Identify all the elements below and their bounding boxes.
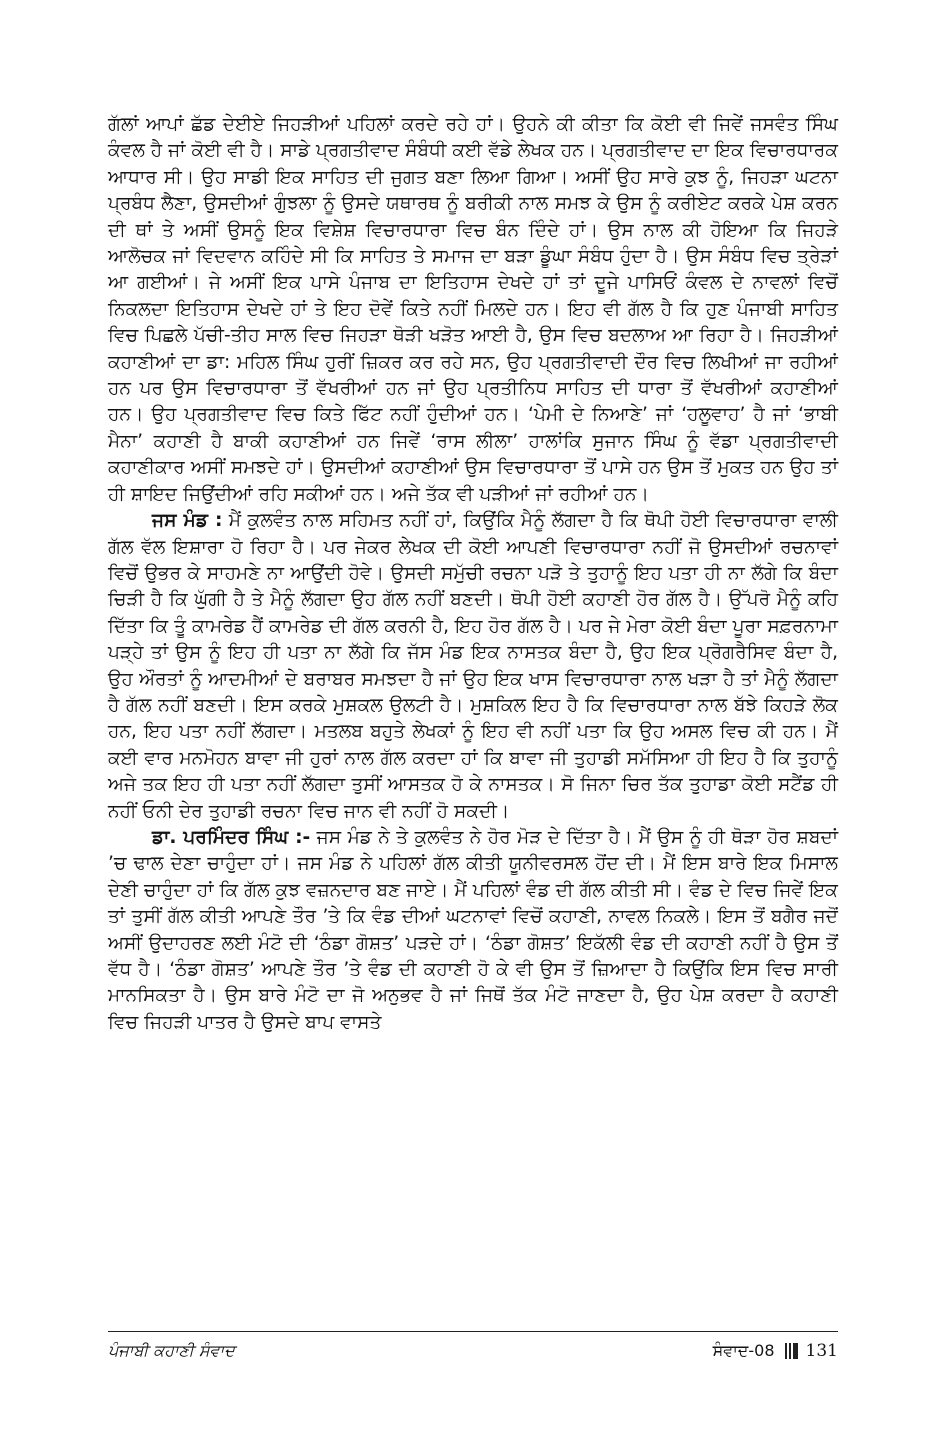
speaker-name: ਜਸ ਮੰਡ : <box>152 510 223 532</box>
issue-label: ਸੰਵਾਦ-08 <box>712 1341 775 1360</box>
book-title: ਪੰਜਾਬੀ ਕਹਾਣੀ ਸੰਵਾਦ <box>108 1341 235 1360</box>
footer-page-info <box>713 1338 838 1364</box>
page-number: 131 <box>805 1341 838 1361</box>
paragraph-3-text: ਜਸ ਮੰਡ ਨੇ ਤੇ ਕੁਲਵੰਤ ਨੇ ਹੋਰ ਮੋੜ ਦੇ ਦਿੱਤਾ ਹੈ। ਮੈਂ ਉਸ ਨੂੰ ਹੀ ਥੋੜਾ ਹੋਰ ਸ਼ਬਦਾਂ ’ਚ ਢਾਲ ਦੇਣਾ ਚਾਹੁੰਦਾ ਹਾਂ। ਜਸ ਮੰਡ ਨੇ ਪਹਿਲਾਂ ਗੱਲ ਕੀਤੀ ਯੂਨੀਵਰਸਲ ਹੋਂਦ ਦੀ। ਮੈਂ ਇਸ ਬਾਰੇ ਇਕ ਮਿਸਾਲ ਦੇਣੀ ਚਾਹੁੰਦਾ ਹਾਂ ਕਿ ਗੱਲ ਕੁਝ ਵਜ਼ਨਦਾਰ ਬਣ ਜਾਏ। ਮੈਂ ਪਹਿਲਾਂ ਵੰਡ ਦੀ ਗੱਲ ਕੀਤੀ ਸੀ। ਵੰਡ ਦੇ ਵਿਚ ਜਿਵੇਂ ਇਕ ਤਾਂ ਤੁਸੀਂ ਗੱਲ ਕੀਤੀ ਆਪਣੇ ਤੌਰ ’ਤੇ ਕਿ ਵੰਡ ਦੀਆਂ ਘਟਨਾਵਾਂ ਵਿਚੋਂ ਕਹਾਣੀ, ਨਾਵਲ ਨਿਕਲੇ। ਇਸ ਤੋਂ ਬਗੈਰ ਜਦੋਂ ਅਸੀਂ ਉਦਾਹਰਣ ਲਈ ਮੰਟੋ ਦੀ ‘ਠੰਡਾ ਗੋਸ਼ਤ’ ਪੜਦੇ ਹਾਂ। ‘ਠੰਡਾ ਗੋਸ਼ਤ’ ਇਕੱਲੀ ਵੰਡ ਦੀ ਕਹਾਣੀ ਨਹੀਂ ਹੈ ਉਸ ਤੋਂ ਵੱਧ ਹੈ। ‘ਠੰਡਾ ਗੋਸ਼ਤ’ ਆਪਣੇ ਤੌਰ ’ਤੇ ਵੰਡ ਦੀ ਕਹਾਣੀ ਹੋ ਕੇ ਵੀ ਉਸ ਤੋਂ ਜ਼ਿਆਦਾ ਹੈ ਕਿਉਂਕਿ ਇਸ ਵਿਚ ਸਾਰੀ ਮਾਨਸਿਕਤਾ ਹੈ। ਉਸ ਬਾਰੇ ਮੰਟੋ ਦਾ ਜੋ ਅਨੁਭਵ ਹੈ ਜਾਂ ਜਿਥੋਂ ਤੱਕ ਮੰਟੋ ਜਾਣਦਾ ਹੈ, ਉਹ ਪੇਸ਼ ਕਰਦਾ ਹੈ ਕਹਾਣੀ ਵਿਚ ਜਿਹੜੀ ਪਾਤਰ ਹੈ ਉਸਦੇ ਬਾਪ ਵਾਸਤੇ <box>108 826 839 1033</box>
paragraph-3 <box>108 825 838 1036</box>
speaker-name: ਡਾ. ਪਰਮਿੰਦਰ ਸਿੰਘ :- <box>152 826 311 848</box>
paragraph-1: ਗੱਲਾਂ ਆਪਾਂ ਛੱਡ ਦੇਈਏ ਜਿਹੜੀਆਂ ਪਹਿਲਾਂ ਕਰਦੇ ਰਹੇ ਹਾਂ। ਉਹਨੇ ਕੀ ਕੀਤਾ ਕਿ ਕੋਈ ਵੀ ਜਿਵੇਂ ਜਸਵੰਤ ਸਿੰਘ ਕੰਵਲ ਹੈ ਜਾਂ ਕੋਈ ਵੀ ਹੈ। ਸਾਡੇ ਪ੍ਰਗਤੀਵਾਦ ਸੰਬੰਧੀ ਕਈ ਵੱਡੇ ਲੇਖਕ ਹਨ। ਪ੍ਰਗਤੀਵਾਦ ਦਾ ਇਕ ਵਿਚਾਰਧਾਰਕ ਆਧਾਰ ਸੀ। ਉਹ ਸਾਡੀ ਇਕ ਸਾਹਿਤ ਦੀ ਜੁਗਤ ਬਣਾ ਲਿਆ ਗਿਆ। ਅਸੀਂ ਉਹ ਸਾਰੇ ਕੁਝ ਨੂੰ, ਜਿਹੜਾ ਘਟਨਾ ਪ੍ਰਬੰਧ ਲੈਣਾ, ਉਸਦੀਆਂ ਗੁੰਝਲਾ ਨੂੰ ਉਸਦੇ ਯਥਾਰਥ ਨੂੰ ਬਰੀਕੀ ਨਾਲ ਸਮਝ ਕੇ ਉਸ ਨੂੰ ਕਰੀਏਟ ਕਰਕੇ ਪੇਸ਼ ਕਰਨ ਦੀ ਥਾਂ ਤੇ ਅਸੀਂ ਉਸਨੂੰ ਇਕ ਵਿਸ਼ੇਸ਼ ਵਿਚਾਰਧਾਰਾ ਵਿਚ ਬੰਨ ਦਿੰਦੇ ਹਾਂ। ਉਸ ਨਾਲ ਕੀ ਹੋਇਆ ਕਿ ਜਿਹੜੇ ਆਲੋਚਕ ਜਾਂ ਵਿਦਵਾਨ ਕਹਿੰਦੇ ਸੀ ਕਿ ਸਾਹਿਤ ਤੇ ਸਮਾਜ ਦਾ ਬੜਾ ਡੂੰਘਾ ਸੰਬੰਧ ਹੁੰਦਾ ਹੈ। ਉਸ ਸੰਬੰਧ ਵਿਚ ਤ੍ਰੇੜਾਂ ਆ ਗਈਆਂ। ਜੇ ਅਸੀਂ ਇਕ ਪਾਸੇ ਪੰਜਾਬ ਦਾ ਇਤਿਹਾਸ ਦੇਖਦੇ ਹਾਂ ਤਾਂ ਦੂਜੇ ਪਾਸਿਓਂ ਕੰਵਲ ਦੇ ਨਾਵਲਾਂ ਵਿਚੋਂ ਨਿਕਲਦਾ ਇਤਿਹਾਸ ਦੇਖਦੇ ਹਾਂ ਤੇ ਇਹ ਦੋਵੇਂ ਕਿਤੇ ਨਹੀਂ ਮਿਲਦੇ ਹਨ। ਇਹ ਵੀ ਗੱਲ ਹੈ ਕਿ ਹੁਣ ਪੰਜਾਬੀ ਸਾਹਿਤ ਵਿਚ ਪਿਛਲੇ ਪੱਚੀ-ਤੀਹ ਸਾਲ ਵਿਚ ਜਿਹੜਾ ਥੋੜੀ ਖੜੋਤ ਆਈ ਹੈ, ਉਸ ਵਿਚ ਬਦਲਾਅ ਆ ਰਿਹਾ ਹੈ। ਜਿਹੜੀਆਂ ਕਹਾਣੀਆਂ ਦਾ ਡਾ: ਮਹਿਲ ਸਿੰਘ ਹੁਰੀਂ ਜ਼ਿਕਰ ਕਰ ਰਹੇ ਸਨ, ਉਹ ਪ੍ਰਗਤੀਵਾਦੀ ਦੌਰ ਵਿਚ ਲਿਖੀਆਂ ਜਾ ਰਹੀਆਂ ਹਨ ਪਰ ਉਸ ਵਿਚਾਰਧਾਰਾ ਤੋਂ ਵੱਖਰੀਆਂ ਹਨ ਜਾਂ ਉਹ ਪ੍ਰਤੀਨਿਧ ਸਾਹਿਤ ਦੀ ਧਾਰਾ ਤੋਂ ਵੱਖਰੀਆਂ ਕਹਾਣੀਆਂ ਹਨ। ਉਹ ਪ੍ਰਗਤੀਵਾਦ ਵਿਚ ਕਿਤੇ ਫਿੱਟ ਨਹੀਂ ਹੁੰਦੀਆਂ ਹਨ। ‘ਪੇਮੀ ਦੇ ਨਿਆਣੇ’ ਜਾਂ ‘ਹਲੂਵਾਹ’ ਹੈ ਜਾਂ ‘ਭਾਬੀ ਮੈਨਾ’ ਕਹਾਣੀ ਹੈ ਬਾਕੀ ਕਹਾਣੀਆਂ ਹਨ ਜਿਵੇਂ ‘ਰਾਸ ਲੀਲਾ’ ਹਾਲਾਂਕਿ ਸੁਜਾਨ ਸਿੰਘ ਨੂੰ ਵੱਡਾ ਪ੍ਰਗਤੀਵਾਦੀ ਕਹਾਣੀਕਾਰ ਅਸੀਂ ਸਮਝਦੇ ਹਾਂ। ਉਸਦੀਆਂ ਕਹਾਣੀਆਂ ਉਸ ਵਿਚਾਰਧਾਰਾ ਤੋਂ ਪਾਸੇ ਹਨ ਉਸ ਤੋਂ ਮੁਕਤ ਹਨ ਉਹ ਤਾਂ ਹੀ ਸ਼ਾਇਦ ਜਿਉਂਦੀਆਂ ਰਹਿ ਸਕੀਆਂ ਹਨ। ਅਜੇ ਤੱਕ ਵੀ ਪੜੀਆਂ ਜਾਂ ਰਹੀਆਂ ਹਨ। <box>108 114 838 505</box>
paragraph-2-text: ਮੈਂ ਕੁਲਵੰਤ ਨਾਲ ਸਹਿਮਤ ਨਹੀਂ ਹਾਂ, ਕਿਉਂਕਿ ਮੈਨੂੰ ਲੱਗਦਾ ਹੈ ਕਿ ਥੋਪੀ ਹੋਈ ਵਿਚਾਰਧਾਰਾ ਵਾਲੀ ਗੱਲ ਵੱਲ ਇਸ਼ਾਰਾ ਹੋ ਰਿਹਾ ਹੈ। ਪਰ ਜੇਕਰ ਲੇਖਕ ਦੀ ਕੋਈ ਆਪਣੀ ਵਿਚਾਰਧਾਰਾ ਨਹੀਂ ਜੋ ਉਸਦੀਆਂ ਰਚਨਾਵਾਂ ਵਿਚੋਂ ਉਭਰ ਕੇ ਸਾਹਮਣੇ ਨਾ ਆਉਂਦੀ ਹੋਵੇ। ਉਸਦੀ ਸਮੁੱਚੀ ਰਚਨਾ ਪੜੋ ਤੇ ਤੁਹਾਨੂੰ ਇਹ ਪਤਾ ਹੀ ਨਾ ਲੱਗੇ ਕਿ ਬੰਦਾ ਚਿੜੀ ਹੈ ਕਿ ਘੁੱਗੀ ਹੈ ਤੇ ਮੈਨੂੰ ਲੱਗਦਾ ਉਹ ਗੱਲ ਨਹੀਂ ਬਣਦੀ। ਥੋਪੀ ਹੋਈ ਕਹਾਣੀ ਹੋਰ ਗੱਲ ਹੈ। ਉੱਪਰੋ ਮੈਨੂੰ ਕਹਿ ਦਿੱਤਾ ਕਿ ਤੂੰ ਕਾਮਰੇਡ ਹੈਂ ਕਾਮਰੇਡ ਦੀ ਗੱਲ ਕਰਨੀ ਹੈ, ਇਹ ਹੋਰ ਗੱਲ ਹੈ। ਪਰ ਜੇ ਮੇਰਾ ਕੋਈ ਬੰਦਾ ਪੂਰਾ ਸਫ਼ਰਨਾਮਾ ਪੜ੍ਹੇ ਤਾਂ ਉਸ ਨੂੰ ਇਹ ਹੀ ਪਤਾ ਨਾ ਲੱਗੇ ਕਿ ਜੱਸ ਮੰਡ ਇਕ ਨਾਸਤਕ ਬੰਦਾ ਹੈ, ਉਹ ਇਕ ਪ੍ਰੋਗਰੈਸਿਵ ਬੰਦਾ ਹੈ, ਉਹ ਔਰਤਾਂ ਨੂੰ ਆਦਮੀਆਂ ਦੇ ਬਰਾਬਰ ਸਮਝਦਾ ਹੈ ਜਾਂ ਉਹ ਇਕ ਖਾਸ ਵਿਚਾਰਧਾਰਾ ਨਾਲ ਖੜਾ ਹੈ ਤਾਂ ਮੈਨੂੰ ਲੱਗਦਾ ਹੈ ਗੱਲ ਨਹੀਂ ਬਣਦੀ। ਇਸ ਕਰਕੇ ਮੁਸ਼ਕਲ ਉਲਟੀ ਹੈ। ਮੁਸ਼ਕਿਲ ਇਹ ਹੈ ਕਿ ਵਿਚਾਰਧਾਰਾ ਨਾਲ ਬੱਝੇ ਕਿਹੜੇ ਲੋਕ ਹਨ, ਇਹ ਪਤਾ ਨਹੀਂ ਲੱਗਦਾ। ਮਤਲਬ ਬਹੁਤੇ ਲੇਖਕਾਂ ਨੂੰ ਇਹ ਵੀ ਨਹੀਂ ਪਤਾ ਕਿ ਉਹ ਅਸਲ ਵਿਚ ਕੀ ਹਨ। ਮੈਂ ਕਈ ਵਾਰ ਮਨਮੋਹਨ ਬਾਵਾ ਜੀ ਹੁਰਾਂ ਨਾਲ ਗੱਲ ਕਰਦਾ ਹਾਂ ਕਿ ਬਾਵਾ ਜੀ ਤੁਹਾਡੀ ਸਮੱਸਿਆ ਹੀ ਇਹ ਹੈ ਕਿ ਤੁਹਾਨੂੰ ਅਜੇ ਤਕ ਇਹ ਹੀ ਪਤਾ ਨਹੀਂ ਲੱਗਦਾ ਤੁਸੀਂ ਆਸਤਕ ਹੋ ਕੇ ਨਾਸਤਕ। ਸੋ ਜਿਨਾ ਚਿਰ ਤੱਕ ਤੁਹਾਡਾ ਕੋਈ ਸਟੈਂਡ ਹੀ ਨਹੀਂ ਓਨੀ ਦੇਰ ਤੁਹਾਡੀ ਰਚਨਾ ਵਿਚ ਜਾਨ ਵੀ ਨਹੀਂ ਹੋ ਸਕਦੀ। <box>108 510 839 822</box>
footer-rule <box>108 1331 838 1332</box>
page-body <box>108 112 838 1036</box>
bars-ornament-icon <box>785 1343 800 1359</box>
page-footer <box>108 1338 838 1364</box>
paragraph-2 <box>108 508 838 825</box>
